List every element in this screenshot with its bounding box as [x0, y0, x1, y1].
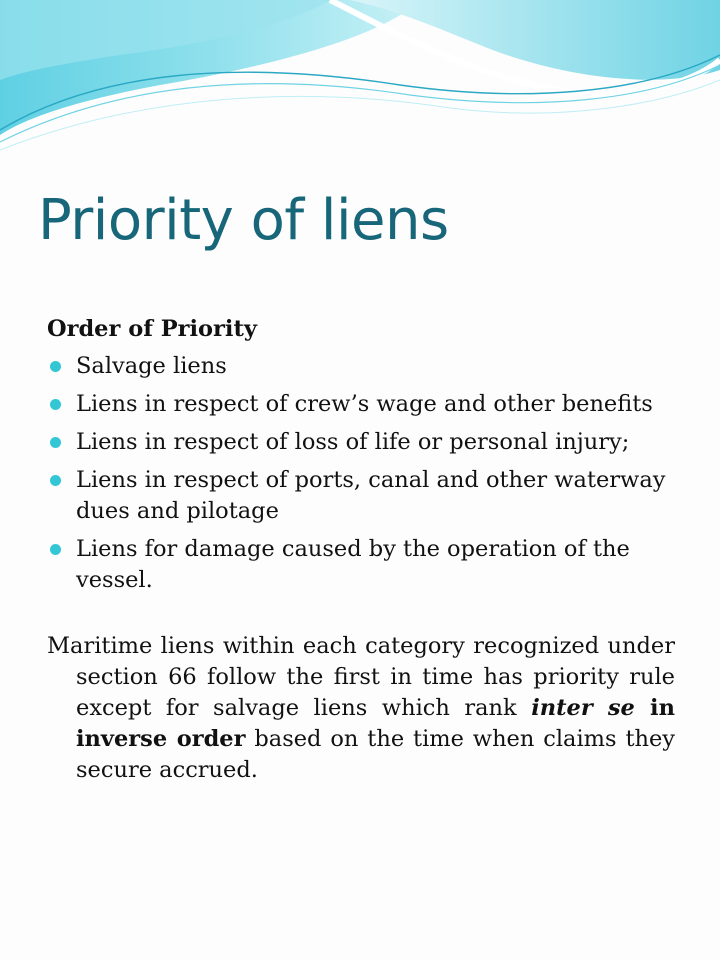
list-item-text: Salvage liens: [76, 353, 227, 379]
slide-title: Priority of liens: [38, 188, 449, 253]
emphasis-inverse-order: in inverse order: [76, 695, 675, 752]
bullet-dot-icon: [50, 399, 61, 410]
list-item: [47, 427, 675, 458]
list-item: [47, 534, 675, 596]
section-heading: Order of Priority: [47, 316, 257, 342]
paragraph-text-start: Maritime liens within each category recognized under section 66 follow the first in time has priority rule except for salvage liens which rank: [47, 633, 675, 721]
list-item: [47, 351, 675, 382]
list-item-text: Liens in respect of loss of life or personal injury;: [76, 429, 630, 455]
emphasis-inter-se: inter se: [531, 695, 635, 721]
bullet-dot-icon: [50, 361, 61, 372]
list-item-text: Liens for damage caused by the operation of the vessel.: [76, 536, 630, 593]
priority-list: [47, 351, 675, 596]
paragraph-text-end: based on the time when claims they secure accrued.: [76, 726, 676, 783]
list-item-text: Liens in respect of crew’s wage and other benefits: [76, 391, 653, 417]
header-wave-decoration: [0, 0, 720, 170]
list-item-text: Liens in respect of ports, canal and other waterway dues and pilotage: [76, 467, 666, 524]
list-item: [47, 465, 675, 527]
slide-body: [47, 314, 675, 786]
bullet-dot-icon: [50, 475, 61, 486]
bullet-dot-icon: [50, 544, 61, 555]
list-item: [47, 389, 675, 420]
explanation-paragraph: [47, 631, 675, 786]
bullet-dot-icon: [50, 437, 61, 448]
